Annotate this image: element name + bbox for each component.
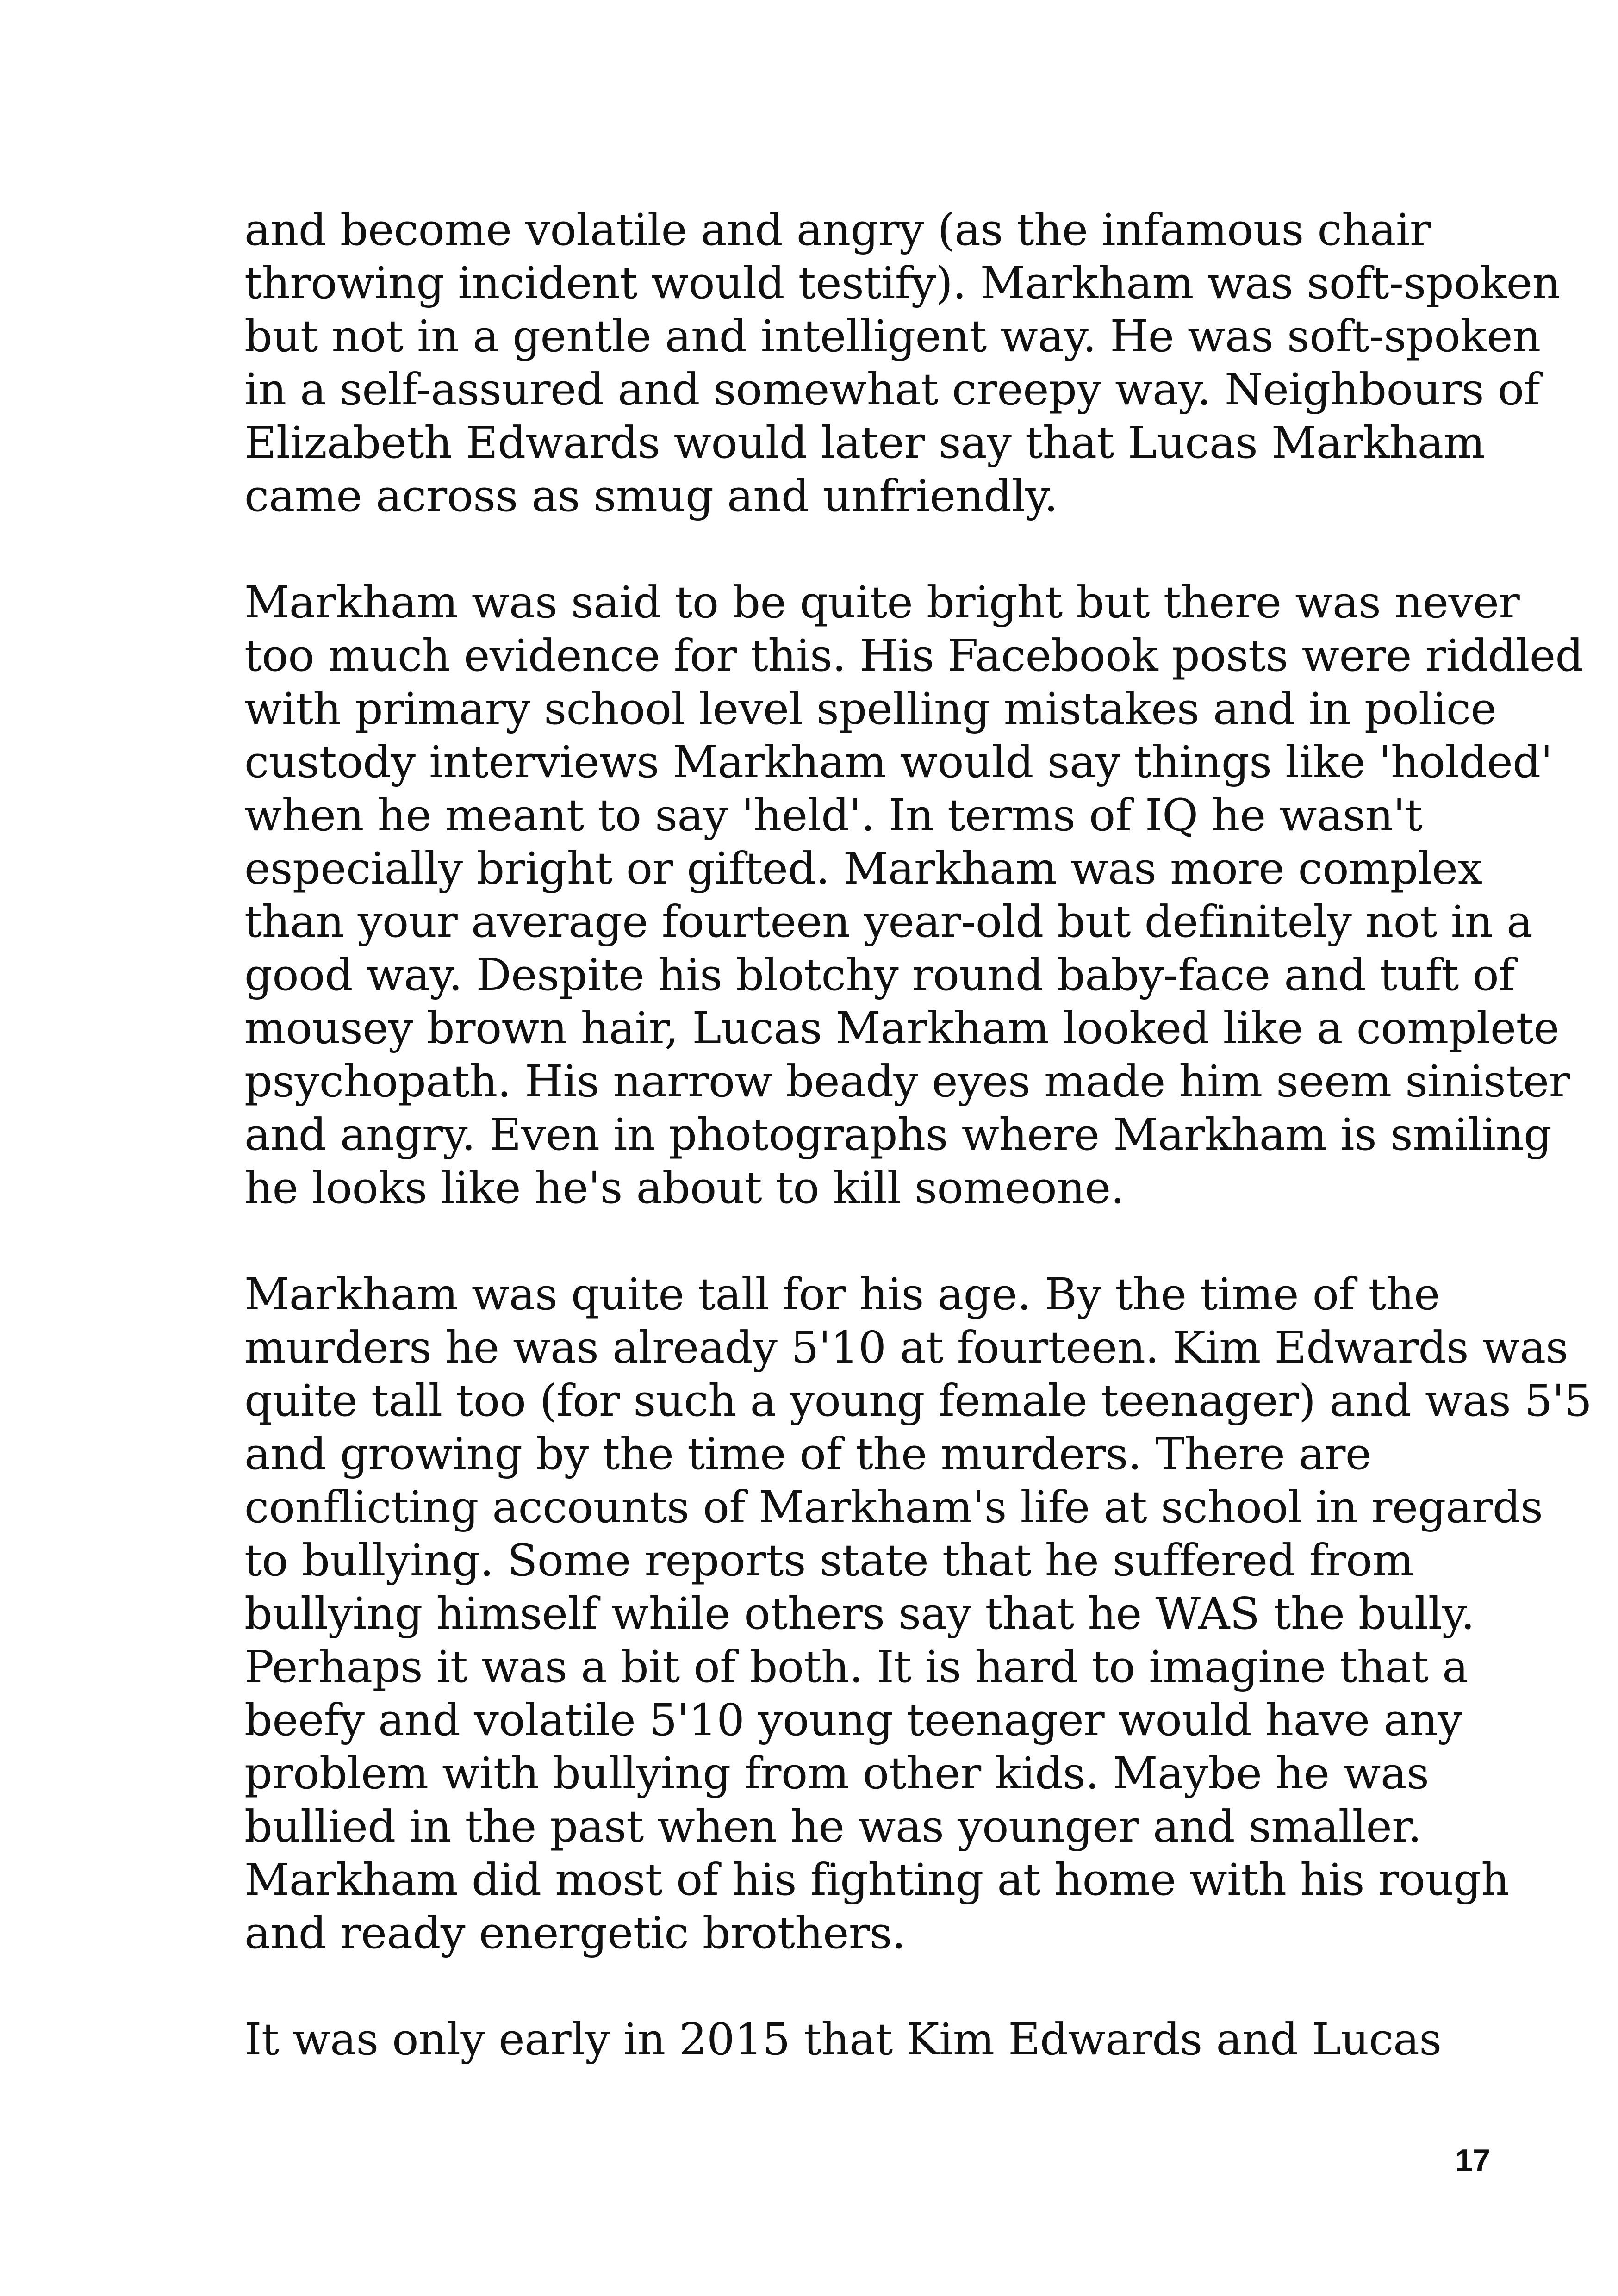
text-line: and angry. Even in photographs where Markham is smiling [244,1109,1552,1160]
text-line: especially bright or gifted. Markham was more complex [244,843,1482,894]
text-line: but not in a gentle and intelligent way. He was soft-spoken [244,311,1541,362]
text-line: came across as smug and unfriendly. [244,471,1058,522]
text-line: psychopath. His narrow beady eyes made him seem sinister [244,1056,1570,1107]
text-line: murders he was already 5'10 at fourteen. Kim Edwards was [244,1322,1568,1373]
text-line: Perhaps it was a bit of both. It is hard to imagine that a [244,1642,1469,1692]
body-text [244,204,1592,2120]
text-line: and become volatile and angry (as the infamous chair [244,205,1431,255]
text-line: mousey brown hair, Lucas Markham looked like a complete [244,1003,1560,1054]
text-line: bullied in the past when he was younger and smaller. [244,1801,1422,1852]
paragraph-3 [244,1268,1592,1960]
text-line: beefy and volatile 5'10 young teenager would have any [244,1695,1462,1746]
paragraph-4 [244,2013,1522,2066]
text-line: quite tall too (for such a young female teenager) and was 5'5 [244,1375,1592,1426]
text-line: when he meant to say 'held'. In terms of IQ he wasn't [244,790,1423,841]
page-number: 17 [1455,2143,1490,2178]
text-line: he looks like he's about to kill someone. [244,1163,1125,1213]
text-line: in a self-assured and somewhat creepy way. Neighbours of [244,364,1540,415]
text-line: Markham was said to be quite bright but there was never [244,577,1520,628]
text-line: to bullying. Some reports state that he suffered from [244,1535,1414,1586]
text-line: Markham was quite tall for his age. By the time of the [244,1269,1440,1320]
text-line: Markham did most of his fighting at home with his rough [244,1854,1509,1905]
text-line: good way. Despite his blotchy round baby-face and tuft of [244,950,1515,1001]
text-line: custody interviews Markham would say things like 'holded' [244,737,1553,788]
text-line: problem with bullying from other kids. Maybe he was [244,1748,1429,1799]
text-line: with primary school level spelling mistakes and in police [244,684,1497,734]
paragraph-2 [244,576,1583,1215]
text-line: and ready energetic brothers. [244,1908,906,1959]
paragraph-1 [244,204,1561,523]
text-line: bullying himself while others say that he WAS the bully. [244,1588,1475,1639]
text-line: and growing by the time of the murders. There are [244,1429,1371,1480]
text-line: too much evidence for this. His Facebook posts were riddled [244,630,1583,681]
text-line: It was only early in 2015 that Kim Edwards and Lucas [244,2014,1442,2065]
text-line: conflicting accounts of Markham's life at school in regards [244,1482,1543,1533]
text-line: than your average fourteen year-old but definitely not in a [244,896,1533,947]
text-line: Elizabeth Edwards would later say that Lucas Markham [244,417,1485,468]
text-line: throwing incident would testify). Markham was soft-spoken [244,258,1561,309]
